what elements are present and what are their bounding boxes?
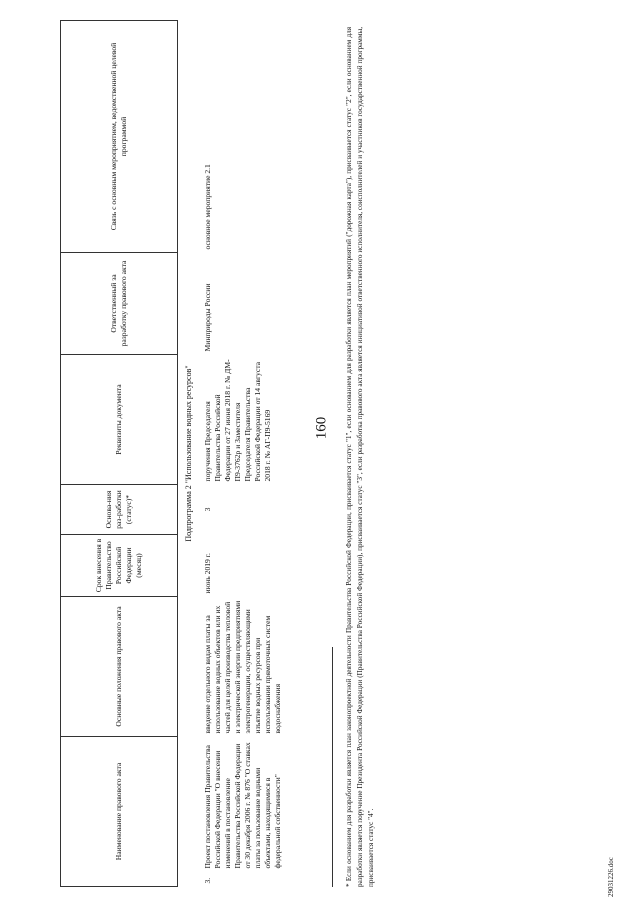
cell-status: 3 [202,507,212,512]
cell-requisites: поручения Председателя Правительства Российской Федерации от 27 июня 2018 г. № ДМ-П9-3762р и Заместителя Председателя Правительства Российской Федерации от 14 августа 2018 г. № АГ-П9-5169 [202,359,272,482]
header-link: Связь с основным мероприятием, ведомственной целевой программой [61,21,178,253]
cell-act-name [200,737,283,887]
document-id: 29031226.doc [607,857,615,897]
cell-deadline: июнь 2019 г. [202,553,212,594]
header-status: Основа-ния раз-работки (статус)* [61,485,178,535]
act-name-text: Проект постановления Правительства Российской Федерации "О внесении изменений в постановление Правительства Российской Федерации от 30 декабря 2006 г. № 876 "О ставках платы за пользование водными объектами, находящимися в федеральной собственности" [202,742,282,869]
table-row [200,21,283,887]
subprogram-title: Подпрограмма 2 "Использование водных ресурсов" [184,365,193,542]
header-provisions: Основные положения правового акта [61,597,178,737]
cell-provisions: введение отдельного видам платы за использование водных объектов или их частей для целей производства тепловой и электрической энергии предприятиями электрогенерации, осуществляющими изъятие водных ресурсов при использовании прямоточных систем водоснабжения [202,600,282,734]
header-deadline: Срок внесения в Правительство Российской Федерации (месяц) [61,535,178,597]
header-requisites: Реквизиты документа [61,355,178,485]
header-act-name: Наименование правового акта [61,737,178,887]
cell-responsible: Минприроды России [202,283,212,352]
page-number: 160 [313,416,330,440]
cell-link: основное мероприятие 2.1 [202,164,212,250]
footnote: * Если основанием для разработки является план законопроектной деятельности Правительства Российской Федерации, присваивается статус "1", если основанием для разработки является план мероприятий ("дорожная карта"), присваивается статус "2", если основанием для разработки является поручение Президента Российской Федерации (Правительства Российской Федерации), присваивается статус "3", если разработка правового акта является инициативой ответственного исполнителя, соисполнителей и участников государственной программы, присваивается статус "4". [345,27,376,887]
row-number: 3. [202,877,212,884]
table-header-row [61,21,178,887]
header-responsible: Ответственный за разработку правового акта [61,253,178,355]
subprogram-row [178,21,200,887]
legal-acts-table [60,20,283,887]
footnote-divider [332,647,333,887]
